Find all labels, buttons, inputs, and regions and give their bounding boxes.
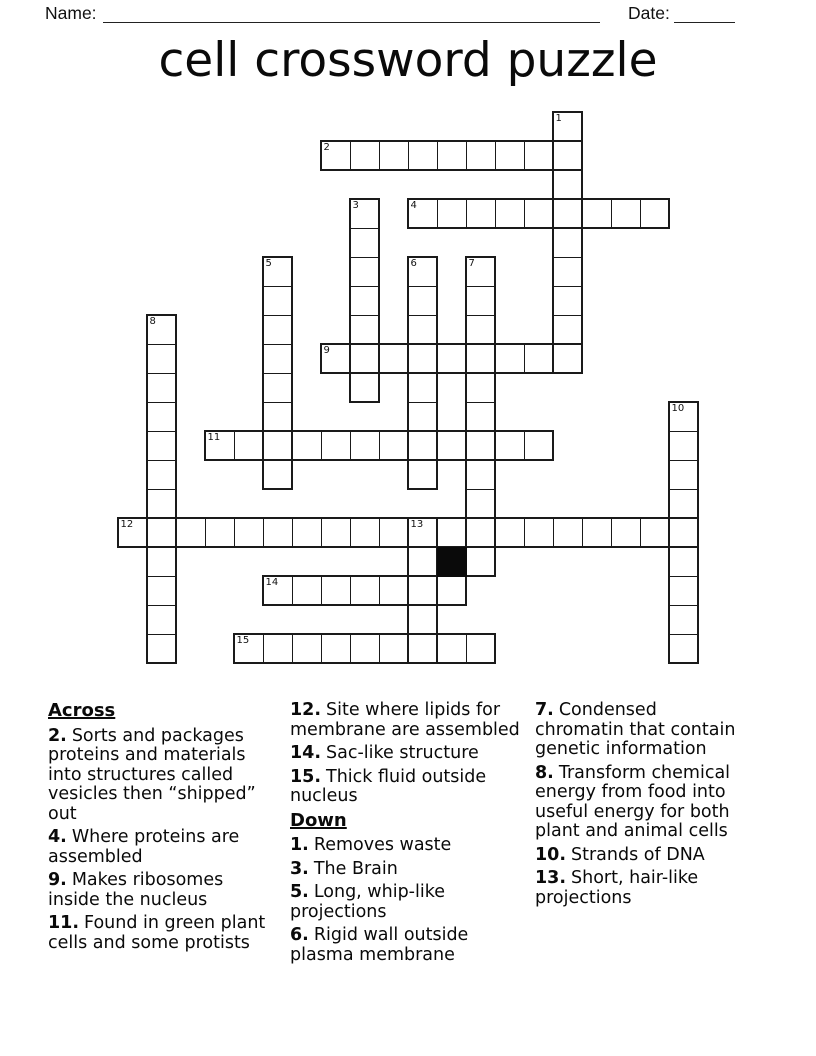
- word-11-across-outline: [204, 430, 554, 461]
- cell-number-2: 2: [323, 142, 330, 153]
- clue-item: [290, 768, 522, 807]
- clue-number: 12.: [290, 700, 322, 720]
- cell-number-13: 13: [410, 519, 424, 530]
- cell-number-15: 15: [236, 635, 250, 646]
- clue-number: 14.: [290, 743, 322, 763]
- clue-text: Long, whip-like projections: [290, 882, 445, 922]
- clue-item: [535, 869, 743, 908]
- clue-item: [48, 828, 272, 867]
- clue-text: Sac-like structure: [326, 743, 479, 763]
- clue-text: Where proteins are assembled: [48, 827, 240, 867]
- clues-heading-item: [48, 701, 272, 722]
- clue-number: 6.: [290, 925, 309, 945]
- word-9-across-outline: [320, 343, 583, 374]
- word-2-across-outline: [320, 140, 583, 171]
- cell-number-11: 11: [207, 432, 221, 443]
- clue-item: [48, 871, 272, 910]
- clue-item: [290, 883, 522, 922]
- clue-text: Condensed chromatin that contain genetic information: [535, 700, 736, 759]
- puzzle-title: cell crossword puzzle: [158, 33, 658, 88]
- clue-text: Site where lipids for membrane are assembled: [290, 700, 520, 740]
- clue-number: 5.: [290, 882, 309, 902]
- clues-heading: Down: [290, 809, 347, 831]
- cell-number-5: 5: [265, 258, 272, 269]
- word-15-across-outline: [233, 633, 496, 664]
- clue-text: Makes ribosomes inside the nucleus: [48, 870, 224, 910]
- word-14-across-outline: [262, 575, 467, 606]
- clue-number: 1.: [290, 835, 309, 855]
- clue-number: 9.: [48, 870, 67, 890]
- clue-item: [290, 744, 522, 764]
- clue-item: [535, 764, 743, 842]
- clue-item: [290, 860, 522, 880]
- clue-number: 10.: [535, 844, 567, 865]
- clue-text: Transform chemical energy from food into useful energy for both plant and animal cells: [535, 762, 731, 841]
- cell-number-9: 9: [323, 345, 330, 356]
- clue-number: 7.: [535, 700, 554, 720]
- clue-text: Short, hair-like projections: [535, 868, 699, 908]
- cell-number-10: 10: [671, 403, 685, 414]
- cell-number-14: 14: [265, 577, 279, 588]
- cell-number-12: 12: [120, 519, 134, 530]
- clue-text: Sorts and packages proteins and materials into structures called vesicles then “shipped” out: [48, 725, 256, 824]
- clues-heading: Across: [48, 700, 116, 721]
- cell-number-6: 6: [410, 258, 417, 269]
- clue-number: 4.: [48, 827, 67, 847]
- clue-item: [48, 727, 272, 825]
- clue-column-1: [48, 701, 272, 957]
- clue-number: 11.: [48, 913, 80, 933]
- cell-number-4: 4: [410, 200, 417, 211]
- clues-heading-item: [290, 811, 522, 832]
- clue-item: [290, 926, 522, 965]
- cell-number-1: 1: [555, 113, 562, 124]
- clue-column-2: [290, 701, 522, 969]
- clue-number: 8.: [535, 762, 554, 783]
- clue-item: [290, 701, 522, 740]
- clue-number: 15.: [290, 766, 322, 787]
- clue-number: 13.: [535, 868, 567, 888]
- name-label: Name:: [45, 3, 97, 23]
- clue-number: 2.: [48, 725, 67, 746]
- clue-text: Found in green plant cells and some protists: [48, 913, 266, 953]
- clue-item: [535, 846, 743, 866]
- clue-text: Thick fluid outside nucleus: [290, 766, 487, 806]
- clue-item: [535, 701, 743, 760]
- clue-text: Removes waste: [313, 835, 452, 855]
- cell-number-3: 3: [352, 200, 359, 211]
- clue-text: Strands of DNA: [571, 844, 705, 865]
- cell-number-7: 7: [468, 258, 475, 269]
- clue-item: [290, 836, 522, 856]
- date-label: Date:: [628, 3, 670, 23]
- clue-text: The Brain: [313, 858, 398, 879]
- clue-number: 3.: [290, 858, 309, 879]
- cell-number-8: 8: [149, 316, 156, 327]
- clue-column-3: [535, 701, 743, 912]
- clue-item: [48, 914, 272, 953]
- word-4-across-outline: [407, 198, 670, 229]
- word-8-down-outline: [146, 314, 177, 664]
- blocked-cell: [437, 547, 467, 577]
- clue-text: Rigid wall outside plasma membrane: [290, 925, 469, 965]
